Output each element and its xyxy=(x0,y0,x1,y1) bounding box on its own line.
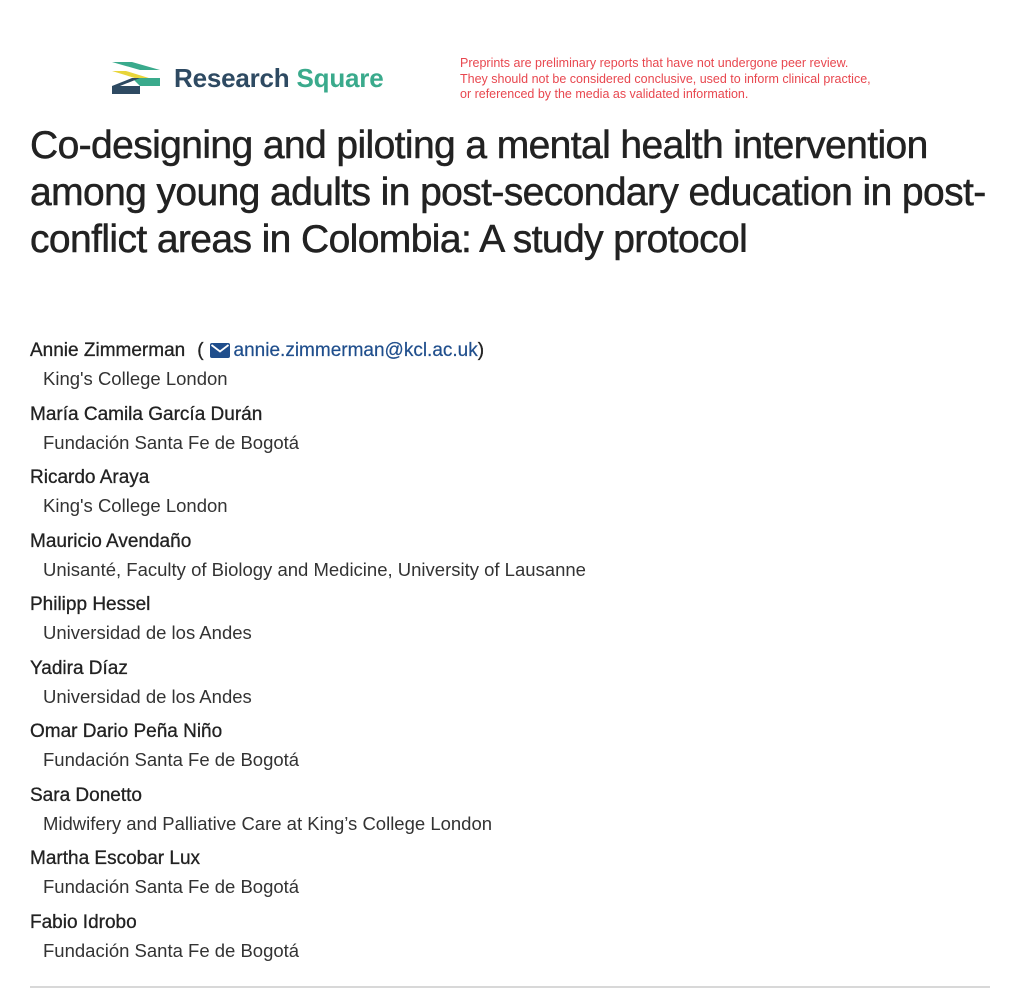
author-affiliation: Fundación Santa Fe de Bogotá xyxy=(43,749,300,770)
disclaimer-line: Preprints are preliminary reports that have not undergone peer review. xyxy=(460,56,849,70)
logo-wordmark xyxy=(174,65,383,91)
disclaimer-line: They should not be considered conclusive, used to inform clinical practice, xyxy=(460,71,871,86)
author-email-link[interactable]: annie.zimmerman@kcl.ac.uk xyxy=(233,340,478,361)
author-entry xyxy=(30,401,990,465)
open-paren: ( xyxy=(197,340,204,361)
author-entry xyxy=(30,528,990,592)
author-entry xyxy=(30,909,990,973)
author-affiliation: Fundación Santa Fe de Bogotá xyxy=(43,431,300,453)
author-name: Yadira Díaz xyxy=(30,657,128,679)
author-entry xyxy=(30,591,990,655)
author-name: Sara Donetto xyxy=(30,784,142,806)
author-entry xyxy=(30,845,990,909)
author-entry xyxy=(30,655,990,719)
author-affiliation: Midwifery and Palliative Care at King’s College London xyxy=(43,812,493,834)
logo-word-research: Research xyxy=(174,63,290,93)
author-affiliation: Fundación Santa Fe de Bogotá xyxy=(43,876,300,897)
author-affiliation: King's College London xyxy=(43,495,228,516)
preprint-disclaimer xyxy=(460,56,960,103)
author-affiliation: King's College London xyxy=(43,368,228,389)
author-entry xyxy=(30,718,990,782)
author-name-line xyxy=(30,337,990,364)
author-affiliation: Fundación Santa Fe de Bogotá xyxy=(43,939,300,961)
author-name: Fabio Idrobo xyxy=(30,911,137,933)
close-paren: ) xyxy=(477,340,485,361)
envelope-icon xyxy=(210,343,230,358)
research-square-logo-icon xyxy=(110,58,162,98)
author-name: Martha Escobar Lux xyxy=(30,848,201,869)
author-entry xyxy=(30,782,990,846)
logo-word-square: Square xyxy=(296,63,384,93)
author-name: Mauricio Avendaño xyxy=(30,530,192,552)
author-list xyxy=(30,337,990,972)
header xyxy=(0,0,1024,120)
author-entry xyxy=(30,464,990,528)
author-affiliation: Universidad de los Andes xyxy=(43,685,252,707)
section-divider xyxy=(30,986,990,988)
author-affiliation: Unisanté, Faculty of Biology and Medicine, University of Lausanne xyxy=(43,558,586,580)
author-name: Annie Zimmerman xyxy=(30,340,186,361)
author-name: Omar Dario Peña Niño xyxy=(30,721,223,742)
author-name: Philipp Hessel xyxy=(30,594,151,615)
author-name: María Camila García Durán xyxy=(30,403,263,425)
paper-title: Co-designing and piloting a mental health intervention among young adults in post-secondary education in post-conflict areas in Colombia: A study protocol xyxy=(30,124,986,261)
disclaimer-line: or referenced by the media as validated information. xyxy=(460,87,749,101)
author-entry xyxy=(30,337,990,401)
research-square-logo[interactable] xyxy=(110,58,383,98)
author-affiliation: Universidad de los Andes xyxy=(43,622,252,643)
author-name: Ricardo Araya xyxy=(30,467,150,488)
